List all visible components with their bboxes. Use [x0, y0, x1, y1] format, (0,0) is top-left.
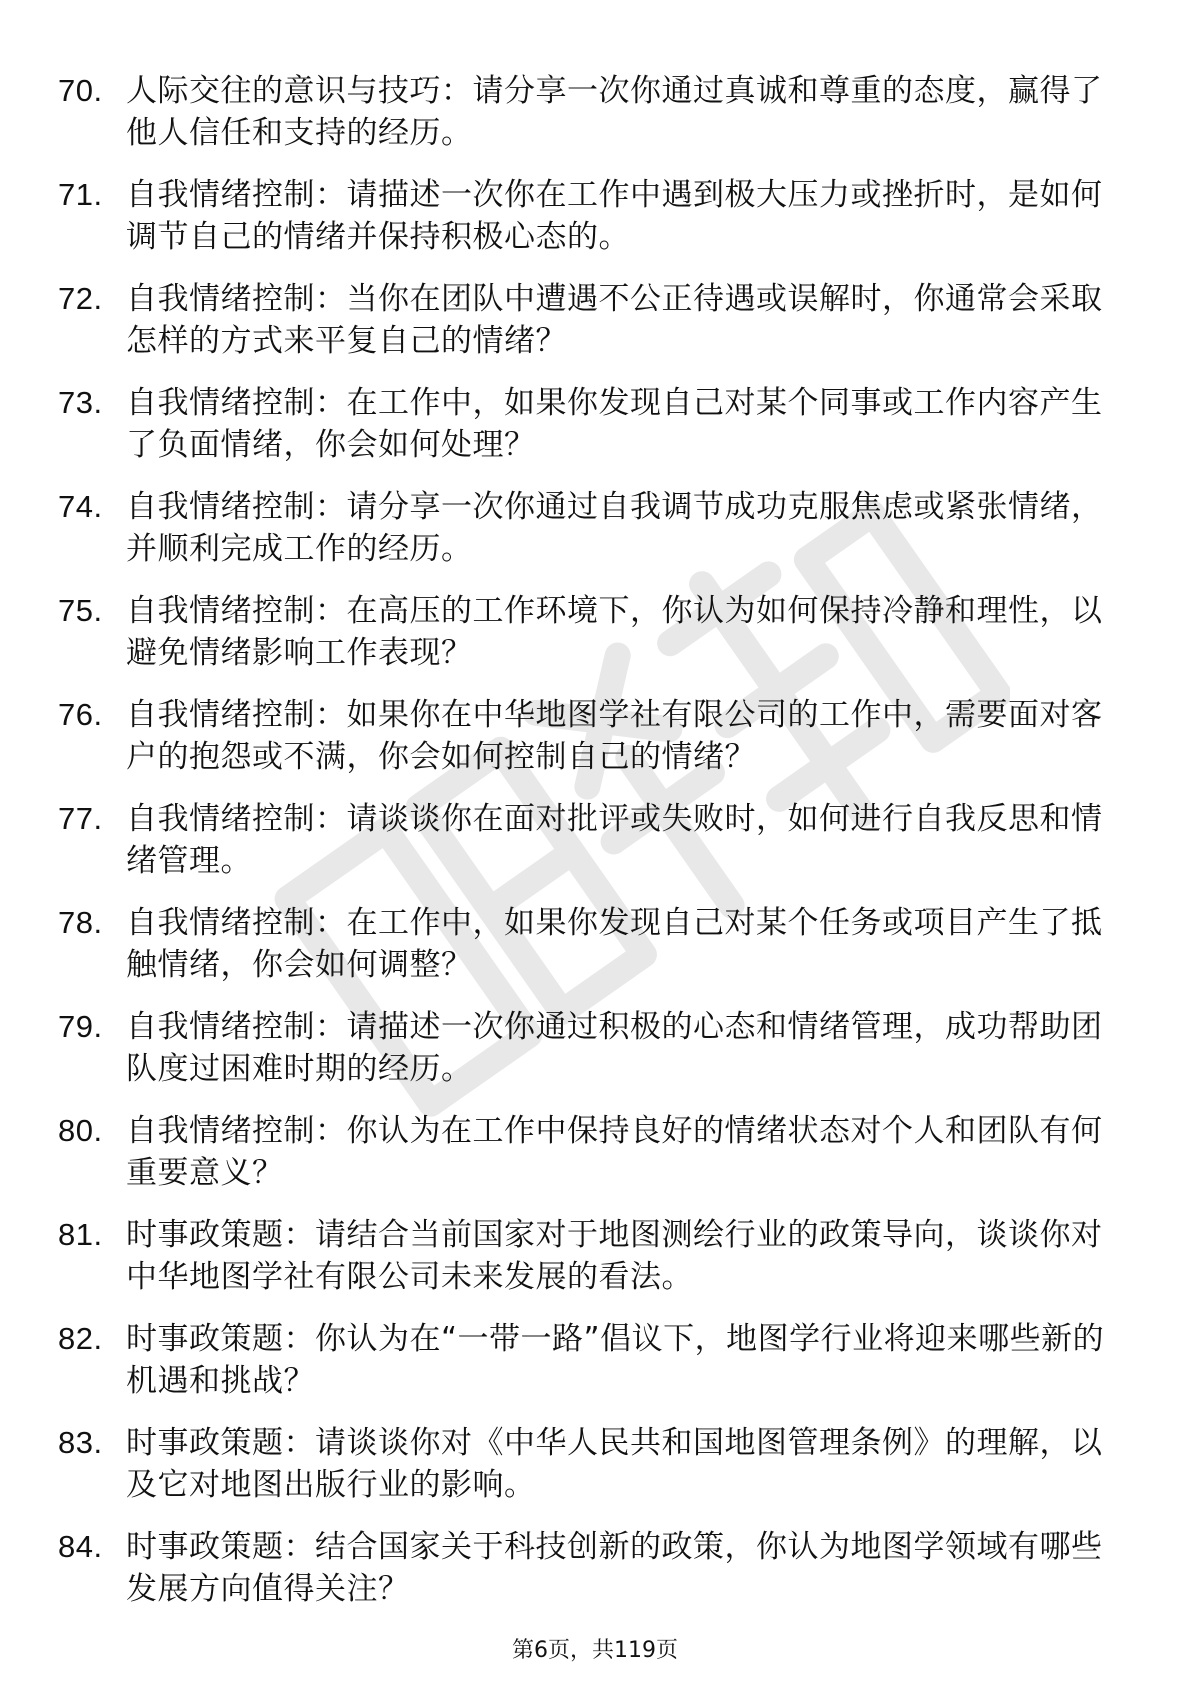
question-item [58, 1006, 1118, 1090]
question-item [58, 70, 1118, 154]
question-item [58, 382, 1118, 466]
question-text: 自我情绪控制：在高压的工作环境下，你认为如何保持冷静和理性，以避免情绪影响工作表现？ [126, 593, 1103, 671]
question-text: 自我情绪控制：在工作中，如果你发现自己对某个同事或工作内容产生了负面情绪，你会如何处理？ [126, 385, 1103, 463]
question-number: 70. [58, 73, 103, 108]
question-number: 83. [58, 1425, 103, 1460]
question-item [58, 798, 1118, 882]
question-number: 71. [58, 177, 103, 212]
question-item [58, 1214, 1118, 1298]
question-text: 自我情绪控制：在工作中，如果你发现自己对某个任务或项目产生了抵触情绪，你会如何调整？ [126, 905, 1103, 983]
question-item [58, 1422, 1118, 1506]
question-number: 78. [58, 905, 103, 940]
question-item [58, 590, 1118, 674]
question-number: 79. [58, 1009, 103, 1044]
question-number: 75. [58, 593, 103, 628]
question-text: 时事政策题：结合国家关于科技创新的政策，你认为地图学领域有哪些发展方向值得关注？ [126, 1529, 1103, 1607]
question-text: 自我情绪控制：请谈谈你在面对批评或失败时，如何进行自我反思和情绪管理。 [126, 801, 1103, 879]
question-text: 自我情绪控制：请描述一次你在工作中遇到极大压力或挫折时，是如何调节自己的情绪并保持积极心态的。 [126, 177, 1103, 255]
question-item [58, 486, 1118, 570]
question-number: 82. [58, 1321, 103, 1356]
question-text: 自我情绪控制：请描述一次你通过积极的心态和情绪管理，成功帮助团队度过困难时期的经历。 [126, 1009, 1103, 1087]
question-number: 72. [58, 281, 103, 316]
question-number: 77. [58, 801, 103, 836]
question-text: 时事政策题：请结合当前国家对于地图测绘行业的政策导向，谈谈你对中华地图学社有限公司未来发展的看法。 [126, 1217, 1103, 1295]
question-item [58, 1318, 1118, 1402]
question-item [58, 694, 1118, 778]
page-number-label: 第6页，共119页 [512, 1638, 678, 1663]
question-text: 自我情绪控制：如果你在中华地图学社有限公司的工作中，需要面对客户的抱怨或不满，你会如何控制自己的情绪？ [126, 697, 1103, 775]
question-text: 人际交往的意识与技巧：请分享一次你通过真诚和尊重的态度，赢得了他人信任和支持的经历。 [126, 73, 1103, 151]
question-number: 74. [58, 489, 103, 524]
question-item [58, 1110, 1118, 1194]
question-list [58, 70, 1118, 1630]
question-text: 时事政策题：你认为在“一带一路”倡议下，地图学行业将迎来哪些新的机遇和挑战？ [126, 1321, 1105, 1399]
question-number: 84. [58, 1529, 103, 1564]
question-text: 自我情绪控制：请分享一次你通过自我调节成功克服焦虑或紧张情绪，并顺利完成工作的经历。 [126, 489, 1103, 567]
question-text: 自我情绪控制：当你在团队中遭遇不公正待遇或误解时，你通常会采取怎样的方式来平复自己的情绪？ [126, 281, 1103, 359]
question-item [58, 1526, 1118, 1610]
question-item [58, 902, 1118, 986]
question-number: 76. [58, 697, 103, 732]
question-number: 80. [58, 1113, 103, 1148]
question-item [58, 174, 1118, 258]
question-text: 自我情绪控制：你认为在工作中保持良好的情绪状态对个人和团队有何重要意义？ [126, 1113, 1103, 1191]
question-number: 73. [58, 385, 103, 420]
question-item [58, 278, 1118, 362]
page-footer [0, 1637, 1190, 1665]
question-text: 时事政策题：请谈谈你对《中华人民共和国地图管理条例》的理解，以及它对地图出版行业的影响。 [126, 1425, 1103, 1503]
question-number: 81. [58, 1217, 103, 1252]
